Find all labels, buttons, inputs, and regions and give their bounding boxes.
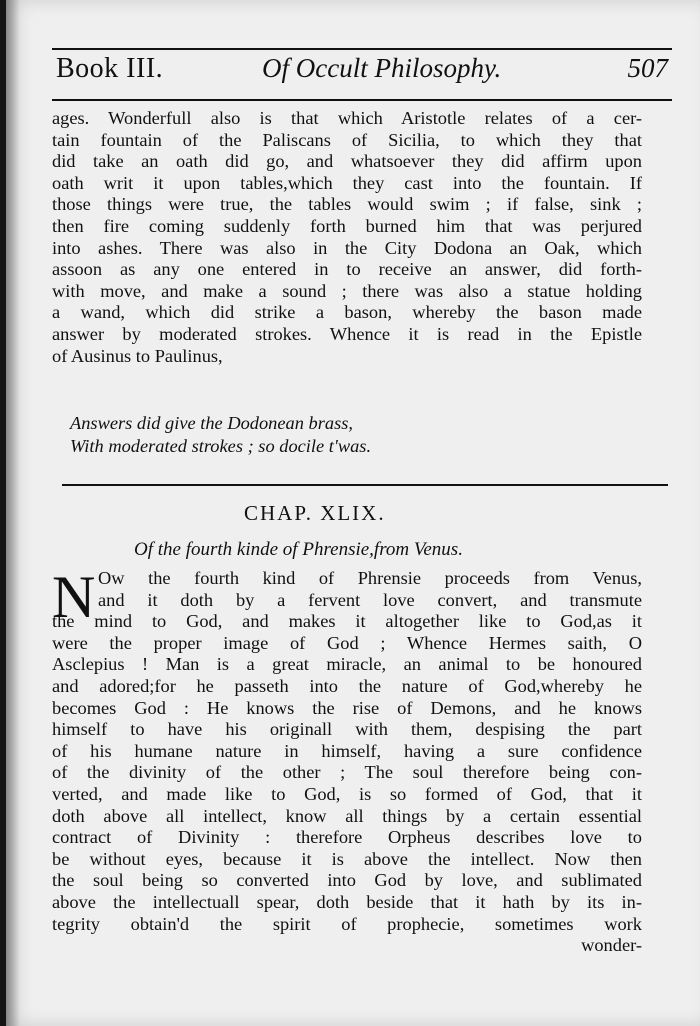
header-book-number: Book III. <box>56 53 164 84</box>
paragraph-one <box>52 108 642 367</box>
verse-quotation <box>70 412 570 458</box>
section-divider <box>62 484 668 486</box>
text-line: tegrity obtain'd the spirit of prophecie, sometimes work <box>52 913 642 934</box>
text-line: verted, and made like to God, is so formed of God, that it <box>52 783 642 804</box>
text-line: assoon as any one entered in to receive an answer, did forth- <box>52 259 642 280</box>
text-line: into ashes. There was also in the City Dodona an Oak, which <box>52 237 642 258</box>
text-line: did take an oath did go, and whatsoever they did affirm upon <box>52 151 642 172</box>
header-rule-bottom <box>52 99 672 101</box>
text-line: oath writ it upon tables,which they cast into the fountain. If <box>52 172 642 193</box>
text-line: contract of Divinity : therefore Orpheus describes love to <box>52 827 642 848</box>
verse-line: Answers did give the Dodonean brass, <box>70 413 353 433</box>
text-line: were the proper image of God ; Whence Hermes saith, O <box>52 632 642 653</box>
text-line: of Ausinus to Paulinus, <box>52 345 223 366</box>
text-line: Asclepius ! Man is a great miracle, an animal to be honoured <box>52 654 642 675</box>
verse-line: With moderated strokes ; so docile t'was. <box>70 436 372 456</box>
text-line: those things were true, the tables would swim ; if false, sink ; <box>52 194 642 215</box>
text-line: a wand, which did strike a bason, whereby the bason made <box>52 302 642 323</box>
chapter-heading: CHAP. XLIX. <box>244 501 386 525</box>
text-line: be without eyes, because it is above the intellect. Now then <box>52 848 642 869</box>
paragraph-two <box>52 564 642 957</box>
text-line: of the divinity of the other ; The soul therefore being con- <box>52 762 642 783</box>
text-line: Ow the fourth kind of Phrensie proceeds from Venus, <box>98 568 642 588</box>
chapter-subtitle: Of the fourth kinde of Phrensie,from Venus. <box>134 539 463 560</box>
text-line: doth above all intellect, know all things by a certain essential <box>52 805 642 826</box>
text-line: then fire coming suddenly forth burned him that was perjured <box>52 215 642 236</box>
running-header <box>56 53 676 93</box>
catchword: wonder- <box>581 935 642 956</box>
text-line: tain fountain of the Paliscans of Sicilia, to which they that <box>52 129 642 150</box>
drop-cap: N <box>52 564 96 630</box>
page-gutter-shadow <box>6 0 20 1026</box>
text-line: the mind to God, and makes it altogether like to God,as it <box>52 611 642 632</box>
book-page <box>6 0 700 1026</box>
text-line: above the intellectuall spear, doth beside that it hath by its in- <box>52 891 642 912</box>
header-title: Of Occult Philosophy. <box>262 53 502 83</box>
text-line: the soul being so converted into God by love, and sublimated <box>52 870 642 891</box>
page-number: 507 <box>627 53 668 83</box>
text-line: himself to have his originall with them, despising the part <box>52 719 642 740</box>
text-line: becomes God : He knows the rise of Demons, and he knows <box>52 697 642 718</box>
text-line: answer by moderated strokes. Whence it is read in the Epistle <box>52 323 642 344</box>
header-rule-top <box>52 48 672 50</box>
text-line: and adored;for he passeth into the nature of God,whereby he <box>52 675 642 696</box>
text-line: with move, and make a sound ; there was also a statue holding <box>52 280 642 301</box>
text-line: ages. Wonderfull also is that which Aristotle relates of a cer- <box>52 108 642 128</box>
text-line: and it doth by a fervent love convert, and transmute <box>98 589 642 610</box>
text-line: of his humane nature in himself, having a sure confidence <box>52 740 642 761</box>
